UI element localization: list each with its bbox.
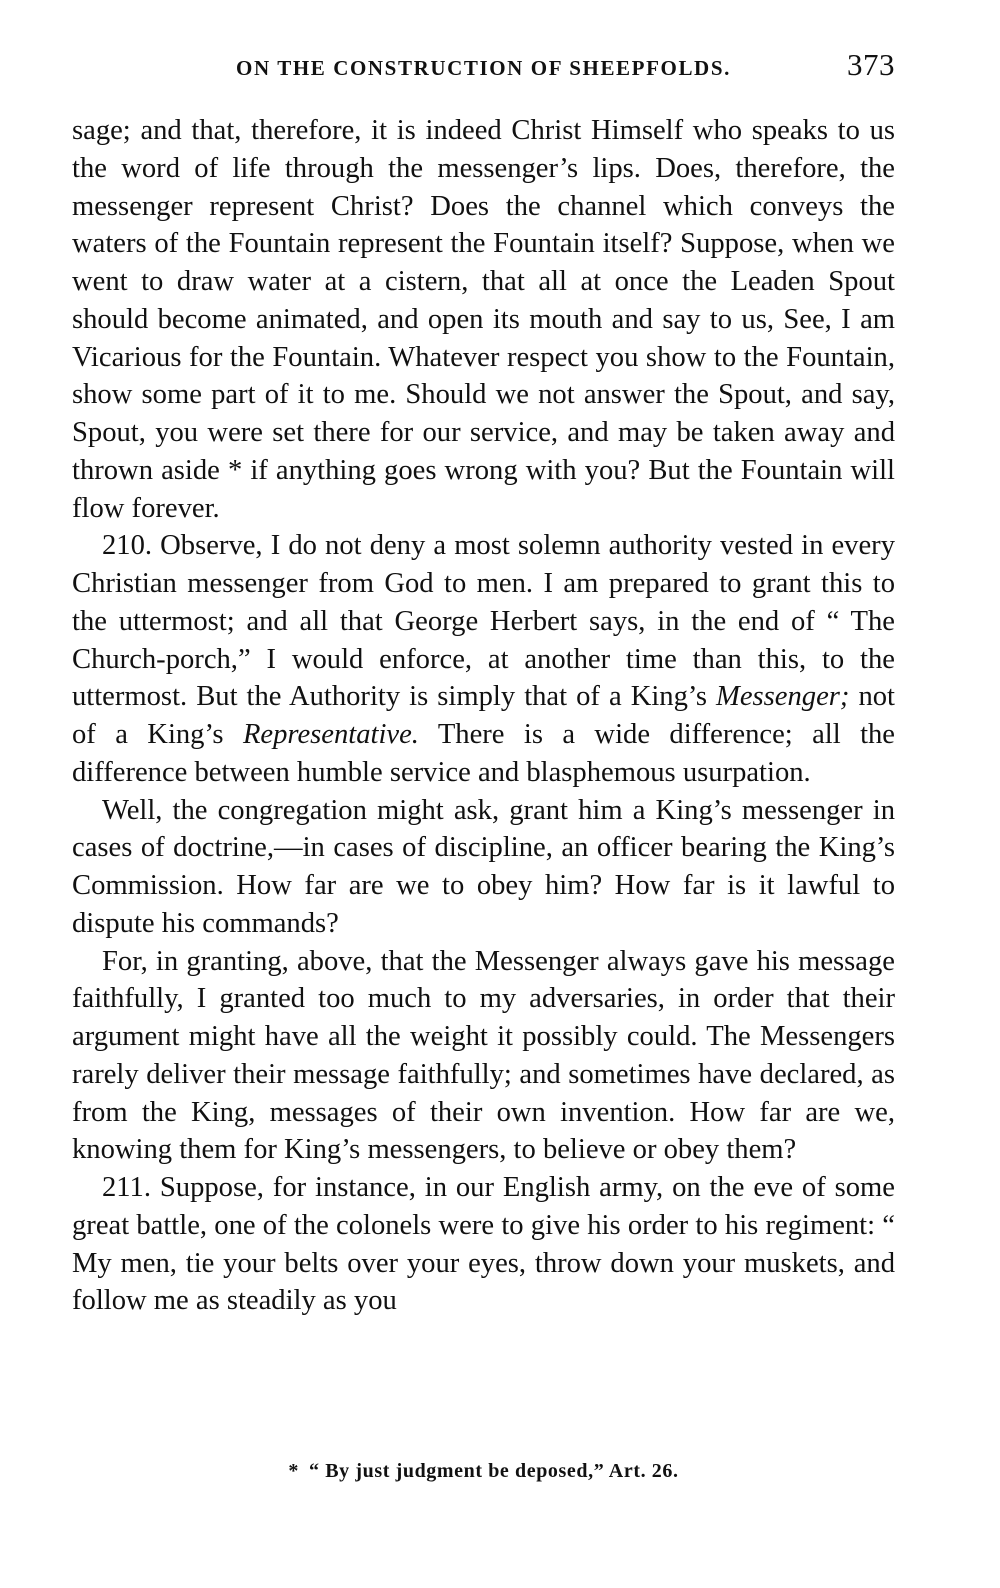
paragraph-continued — [72, 112, 895, 527]
page-number: 373 — [847, 47, 895, 82]
footnote — [72, 1458, 895, 1484]
running-head — [72, 46, 895, 86]
text-segment: 211. Suppose, for instance, in our English army, on the eve of some great battle, one of the colonels were to give his order to his regiment: “ My men, tie your belts over your eyes, throw down your muskets, and follow me as steadily as you — [72, 1172, 895, 1317]
body-text — [72, 112, 895, 1320]
text-segment: For, in granting, above, that the Messenger always gave his message faithfully, I granted too much to my adversaries, in order that their argument might have all the weight it possibly could. The Messengers rarely deliver their message faithfully; and sometimes have declared, as from the King, messages of their own invention. How far are we, knowing them for King’s messengers, to believe or obey them? — [72, 945, 895, 1166]
paragraph-well — [72, 792, 895, 943]
footnote-text: “ By just judgment be deposed,” Art. 26. — [309, 1460, 679, 1482]
paragraph-for — [72, 943, 895, 1170]
text-segment: Well, the congregation might ask, grant him a King’s messenger in cases of doctrine,—in cases of discipline, an officer bearing the King’s Commission. How far are we to obey him? How far is it lawful to dispute his commands? — [72, 794, 895, 939]
text-segment: 210. Observe, I do not deny a most solemn authority vested in every Christian messenger from God to men. I am prepared to grant this to the uttermost; and all that George Herbert says, in the end of “ The Church-porch,” I would enforce, at another time than this, to the uttermost. But the Authority is simply that of a King’s — [72, 530, 895, 713]
paragraph-210 — [72, 527, 895, 791]
running-head-title: ON THE CONSTRUCTION OF SHEEPFOLDS. — [236, 56, 731, 80]
text-segment: not of a King’s — [72, 681, 896, 750]
text-segment: There is a wide difference; all the difference between humble service and blasphemous usurpation. — [72, 719, 896, 788]
emphasis-messenger: Messenger; — [716, 681, 850, 713]
footnote-mark: * — [288, 1460, 300, 1482]
text-segment: sage; and that, therefore, it is indeed Christ Himself who speaks to us the word of life through the messenger’s lips. Does, therefore, the messenger represent Christ? Does the channel which conveys the waters of the Fountain represent the Fountain itself? Suppose, when we went to draw water at a cistern, that all at once the Leaden Spout should become animated, and open its mouth and say to us, See, I am Vicarious for the Fountain. Whatever respect you show to the Fountain, show some part of it to me. Should we not answer the Spout, and say, Spout, you were set there for our service, and may be taken away and thrown aside * if anything goes wrong with you? But the Fountain will flow forever. — [72, 115, 895, 524]
paragraph-211 — [72, 1169, 895, 1320]
emphasis-representative: Representative. — [242, 719, 419, 750]
